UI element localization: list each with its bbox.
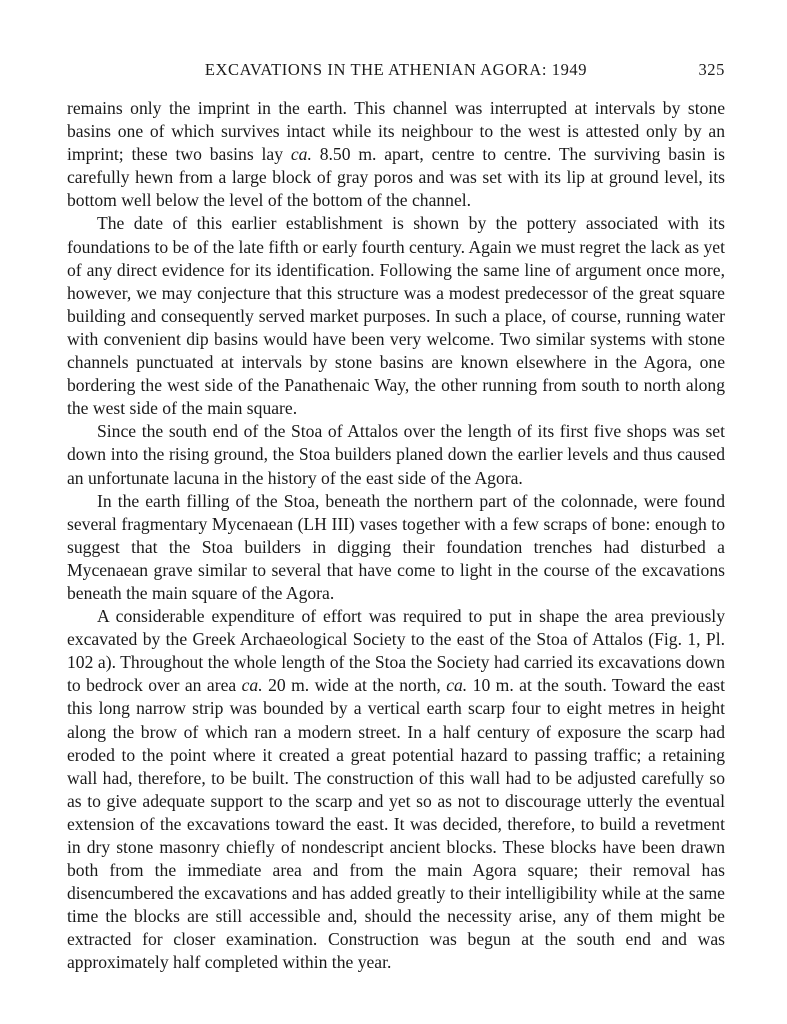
paragraph-5 (67, 605, 725, 975)
text-run: In the earth filling of the Stoa, beneath the northern part of the colonnade, were found several fragmentary Mycenaean (LH III) vases together with a few scraps of bone: enough to suggest that the Stoa builders in digging their foundation trenches had disturbed a Mycenaean grave similar to several that have come to light in the course of the excavations beneath the main square of the Agora. (67, 490, 725, 603)
text-run: Since the south end of the Stoa of Attalos over the length of its first five shops was set down into the rising ground, the Stoa builders planed down the earlier levels and thus caused an unfortunate lacuna in the history of the east side of the Agora. (67, 421, 725, 488)
running-title: EXCAVATIONS IN THE ATHENIAN AGORA: 1949 (204, 60, 588, 79)
abbreviation-ca: ca. (241, 675, 263, 696)
running-header (67, 60, 725, 84)
text-run: 20 m. wide at the north, (262, 675, 447, 696)
paragraph-4 (67, 490, 725, 605)
body-text (67, 97, 725, 975)
text-run: remains only the imprint in the earth. This channel was interrupted at intervals by stone basins one of which survives intact while its neighbour to the west is attested only by an imprint; these two basins lay (67, 98, 725, 165)
text-run: The date of this earlier establishment is shown by the pottery associated with its foundations to be of the late fifth or early fourth century. Again we must regret the lack as yet of any direct evidence for its identification. Following the same line of argument once more, however, we may conjecture that this structure was a modest predecessor of the great square building and consequently served market purposes. In such a place, of course, running water with convenient dip basins would have been very welcome. Two similar systems with stone channels punctuated at intervals by stone basins are known elsewhere in the Agora, one bordering the west side of the Panathenaic Way, the other running from south to north along the west side of the main square. (67, 213, 725, 419)
text-run: A considerable expenditure of effort was required to put in shape the area previously excavated by the Greek Archaeological Society to the east of the Stoa of Attalos (Fig. 1, Pl. 102 a). Throughout the whole length of the Stoa the Society had carried its excavations down to bedrock over an area (67, 606, 725, 696)
abbreviation-ca: ca. (290, 144, 312, 165)
paragraph-1 (67, 97, 725, 212)
text-run: 8.50 m. apart, centre to centre. The surviving basin is carefully hewn from a large block of gray poros and was set with its lip at ground level, its bottom well below the level of the bottom of the channel. (67, 144, 725, 211)
paragraph-3 (67, 420, 725, 489)
text-run: 10 m. at the south. Toward the east this long narrow strip was bounded by a vertical earth scarp four to eight metres in height along the brow of which ran a modern street. In a half century of exposure the scarp had eroded to the point where it created a great potential hazard to passing traffic; a retaining wall had, therefore, to be built. The construction of this wall had to be adjusted carefully so as to give adequate support to the scarp and yet so as not to discourage utterly the eventual extension of the excavations toward the east. It was decided, therefore, to build a revetment in dry stone masonry chiefly of nondescript ancient blocks. These blocks have been drawn both from the immediate area and from the main Agora square; their removal has disencumbered the excavations and has added greatly to their intelligibility while at the same time the blocks are still accessible and, should the necessity arise, any of them might be extracted for closer examination. Construction was begun at the south end and was approximately half completed within the year. (67, 675, 725, 973)
abbreviation-ca: ca. (446, 675, 468, 696)
paragraph-2 (67, 212, 725, 420)
page-number: 325 (698, 60, 725, 79)
